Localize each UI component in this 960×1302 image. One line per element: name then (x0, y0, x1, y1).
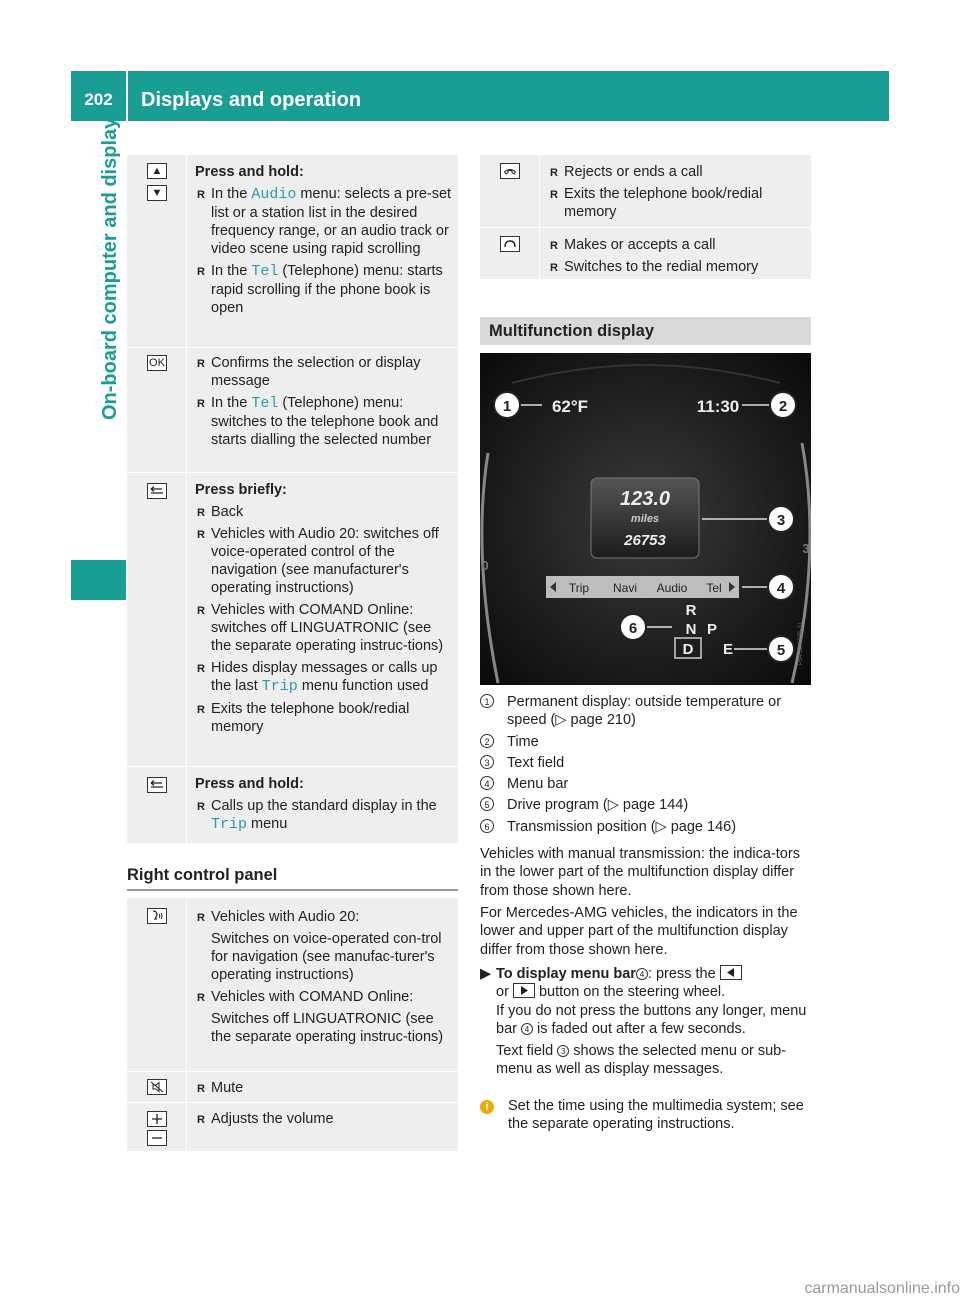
list-subtext: Switches off LINGUATRONIC (see the separate operating instruc-tions) (211, 1011, 444, 1045)
row-lead: Press and hold: (195, 776, 304, 792)
list-subtext: Switches on voice-operated con-trol for navigation (see manufac-turer's operating instructions) (211, 931, 442, 983)
drive-program: E (722, 641, 734, 658)
list-item: R Adjusts the volume (195, 1110, 452, 1128)
odometer-value: 26753 (624, 532, 666, 549)
list-item: R Vehicles with COMAND Online: (195, 988, 452, 1006)
list-item: R Back (195, 503, 452, 521)
table-row (127, 1071, 458, 1102)
paragraph-manual-transmission: Vehicles with manual transmission: the indica-tors in the lower part of the multifunction display differ from those shown here. (480, 846, 800, 899)
instruction-step: ▶ To display menu bar 4 : press the or button on the steering wheel. If you do not press the buttons any longer, menu bar 4 is faded out after a few seconds. Text field 3 shows the selected menu or sub-menu as well as display messages. (480, 966, 807, 1078)
left-arrow-button-icon (720, 965, 742, 980)
ok-button-icon: OK (147, 355, 167, 371)
legend-item: 6 Transmission position (▷ page 146) (480, 818, 813, 838)
back-icon (147, 483, 167, 499)
callout-1: 1 (502, 398, 512, 415)
list-item: R In the Tel (Telephone) menu: starts rapid scrolling if the phone book is open (195, 262, 452, 317)
icon-cell (127, 898, 187, 1071)
menu-item-tel: Tel (706, 581, 722, 595)
callout-4: 4 (776, 580, 786, 597)
page-title: Displays and operation (141, 89, 362, 111)
volume-down-icon (147, 1130, 167, 1146)
icon-cell (127, 767, 187, 843)
table-row (127, 898, 458, 1071)
list-item: R Calls up the standard display in the Trip menu (195, 797, 452, 834)
legend-item: 4 Menu bar (480, 775, 813, 795)
list-item: R Confirms the selection or display message (195, 354, 452, 390)
legend-item: 2 Time (480, 733, 813, 753)
table-row (127, 1102, 458, 1151)
steering-buttons-table (127, 155, 458, 843)
hang-up-icon (500, 163, 520, 179)
list-item: R Makes or accepts a call (548, 236, 805, 254)
table-row (480, 227, 811, 279)
table-row (127, 472, 458, 766)
list-item: R Rejects or ends a call (548, 163, 805, 181)
header-divider (126, 71, 128, 121)
table-row (480, 155, 811, 227)
icon-cell (480, 155, 540, 227)
side-tab-label: On-board computer and displays (99, 106, 121, 420)
list-item: R Vehicles with Audio 20: (195, 908, 452, 926)
page-number: 202 (84, 90, 113, 109)
list-item: R Switches to the redial memory (548, 258, 805, 276)
multifunction-display-image (480, 353, 811, 685)
table-row (127, 155, 458, 347)
list-item: R Exits the telephone book/redial memory (548, 185, 805, 221)
icon-cell (127, 348, 187, 472)
menu-item-navi: Navi (612, 581, 638, 595)
pick-up-icon (500, 236, 520, 252)
temperature-readout: 62°F (551, 397, 589, 416)
callout-6: 6 (628, 620, 638, 637)
table-row (127, 766, 458, 843)
list-item: R Vehicles with COMAND Online: switches off LINGUATRONIC (see the separate operating instruc-tions) (195, 601, 452, 655)
list-item: R Exits the telephone book/redial memory (195, 700, 452, 736)
list-item: R In the Audio menu: selects a pre-set list or a station list in the desired frequency range, or an audio track or video scene using rapid scrolling (195, 185, 452, 258)
time-readout: 11:30 (696, 397, 740, 416)
list-item: R Vehicles with Audio 20: switches off voice-operated control of the navigation (see manufacturer's operating instructions) (195, 525, 452, 597)
menu-item-audio: Audio (656, 581, 688, 595)
paragraph-amg: For Mercedes-AMG vehicles, the indicators in the lower and upper part of the multifunction display differ from those shown here. (480, 905, 798, 958)
info-icon: i (480, 1100, 494, 1114)
row-lead: Press and hold: (195, 164, 304, 180)
legend-item: 3 Text field (480, 754, 813, 774)
icon-cell (127, 473, 187, 766)
gear-p: P (706, 621, 718, 638)
list-item: R Hides display messages or calls up the last Trip menu function used (195, 659, 452, 696)
callout-5: 5 (776, 642, 786, 659)
down-arrow-icon: ▼ (147, 185, 167, 201)
gear-r: R (685, 602, 697, 619)
volume-up-icon (147, 1111, 167, 1127)
list-item: R Mute (195, 1079, 452, 1097)
gauge-mark-right: 3 (802, 541, 810, 556)
icon-cell (480, 228, 540, 279)
voice-control-icon (147, 908, 167, 924)
gauge-mark-left: 0 (481, 558, 489, 573)
list-item: R In the Tel (Telephone) menu: switches to the telephone book and starts dialling the selected number (195, 394, 452, 449)
section-title-multifunction: Multifunction display (480, 317, 811, 345)
watermark: carmanualsonline.info (804, 1280, 960, 1297)
gear-d: D (682, 641, 694, 658)
info-note: i Set the time using the multimedia system; see the separate operating instructions. (480, 1097, 813, 1115)
back-icon (147, 777, 167, 793)
gear-n: N (685, 621, 697, 638)
icon-cell (127, 1072, 187, 1102)
right-control-panel-table (127, 898, 458, 1151)
section-title-right-control-panel: Right control panel (127, 866, 278, 884)
image-reference: P54.32-6735-31 (798, 621, 804, 665)
callout-3: 3 (776, 512, 786, 529)
legend-item: 5 Drive program (▷ page 144) (480, 796, 813, 816)
table-row (127, 347, 458, 472)
section-rule (127, 889, 458, 891)
text-field-value: 123.0 (619, 488, 671, 510)
callout-2: 2 (778, 398, 788, 415)
up-arrow-icon: ▲ (147, 163, 167, 179)
mute-icon (147, 1079, 167, 1095)
text-field-unit: miles (630, 513, 660, 525)
icon-cell (127, 1103, 187, 1151)
side-tab-marker (71, 560, 126, 600)
legend-item: 1 Permanent display: outside temperature or speed (▷ page 210) (480, 693, 813, 733)
row-lead: Press briefly: (195, 482, 287, 498)
right-arrow-button-icon (513, 983, 535, 998)
phone-buttons-table (480, 155, 811, 279)
menu-item-trip: Trip (568, 581, 590, 595)
icon-cell (127, 155, 187, 347)
